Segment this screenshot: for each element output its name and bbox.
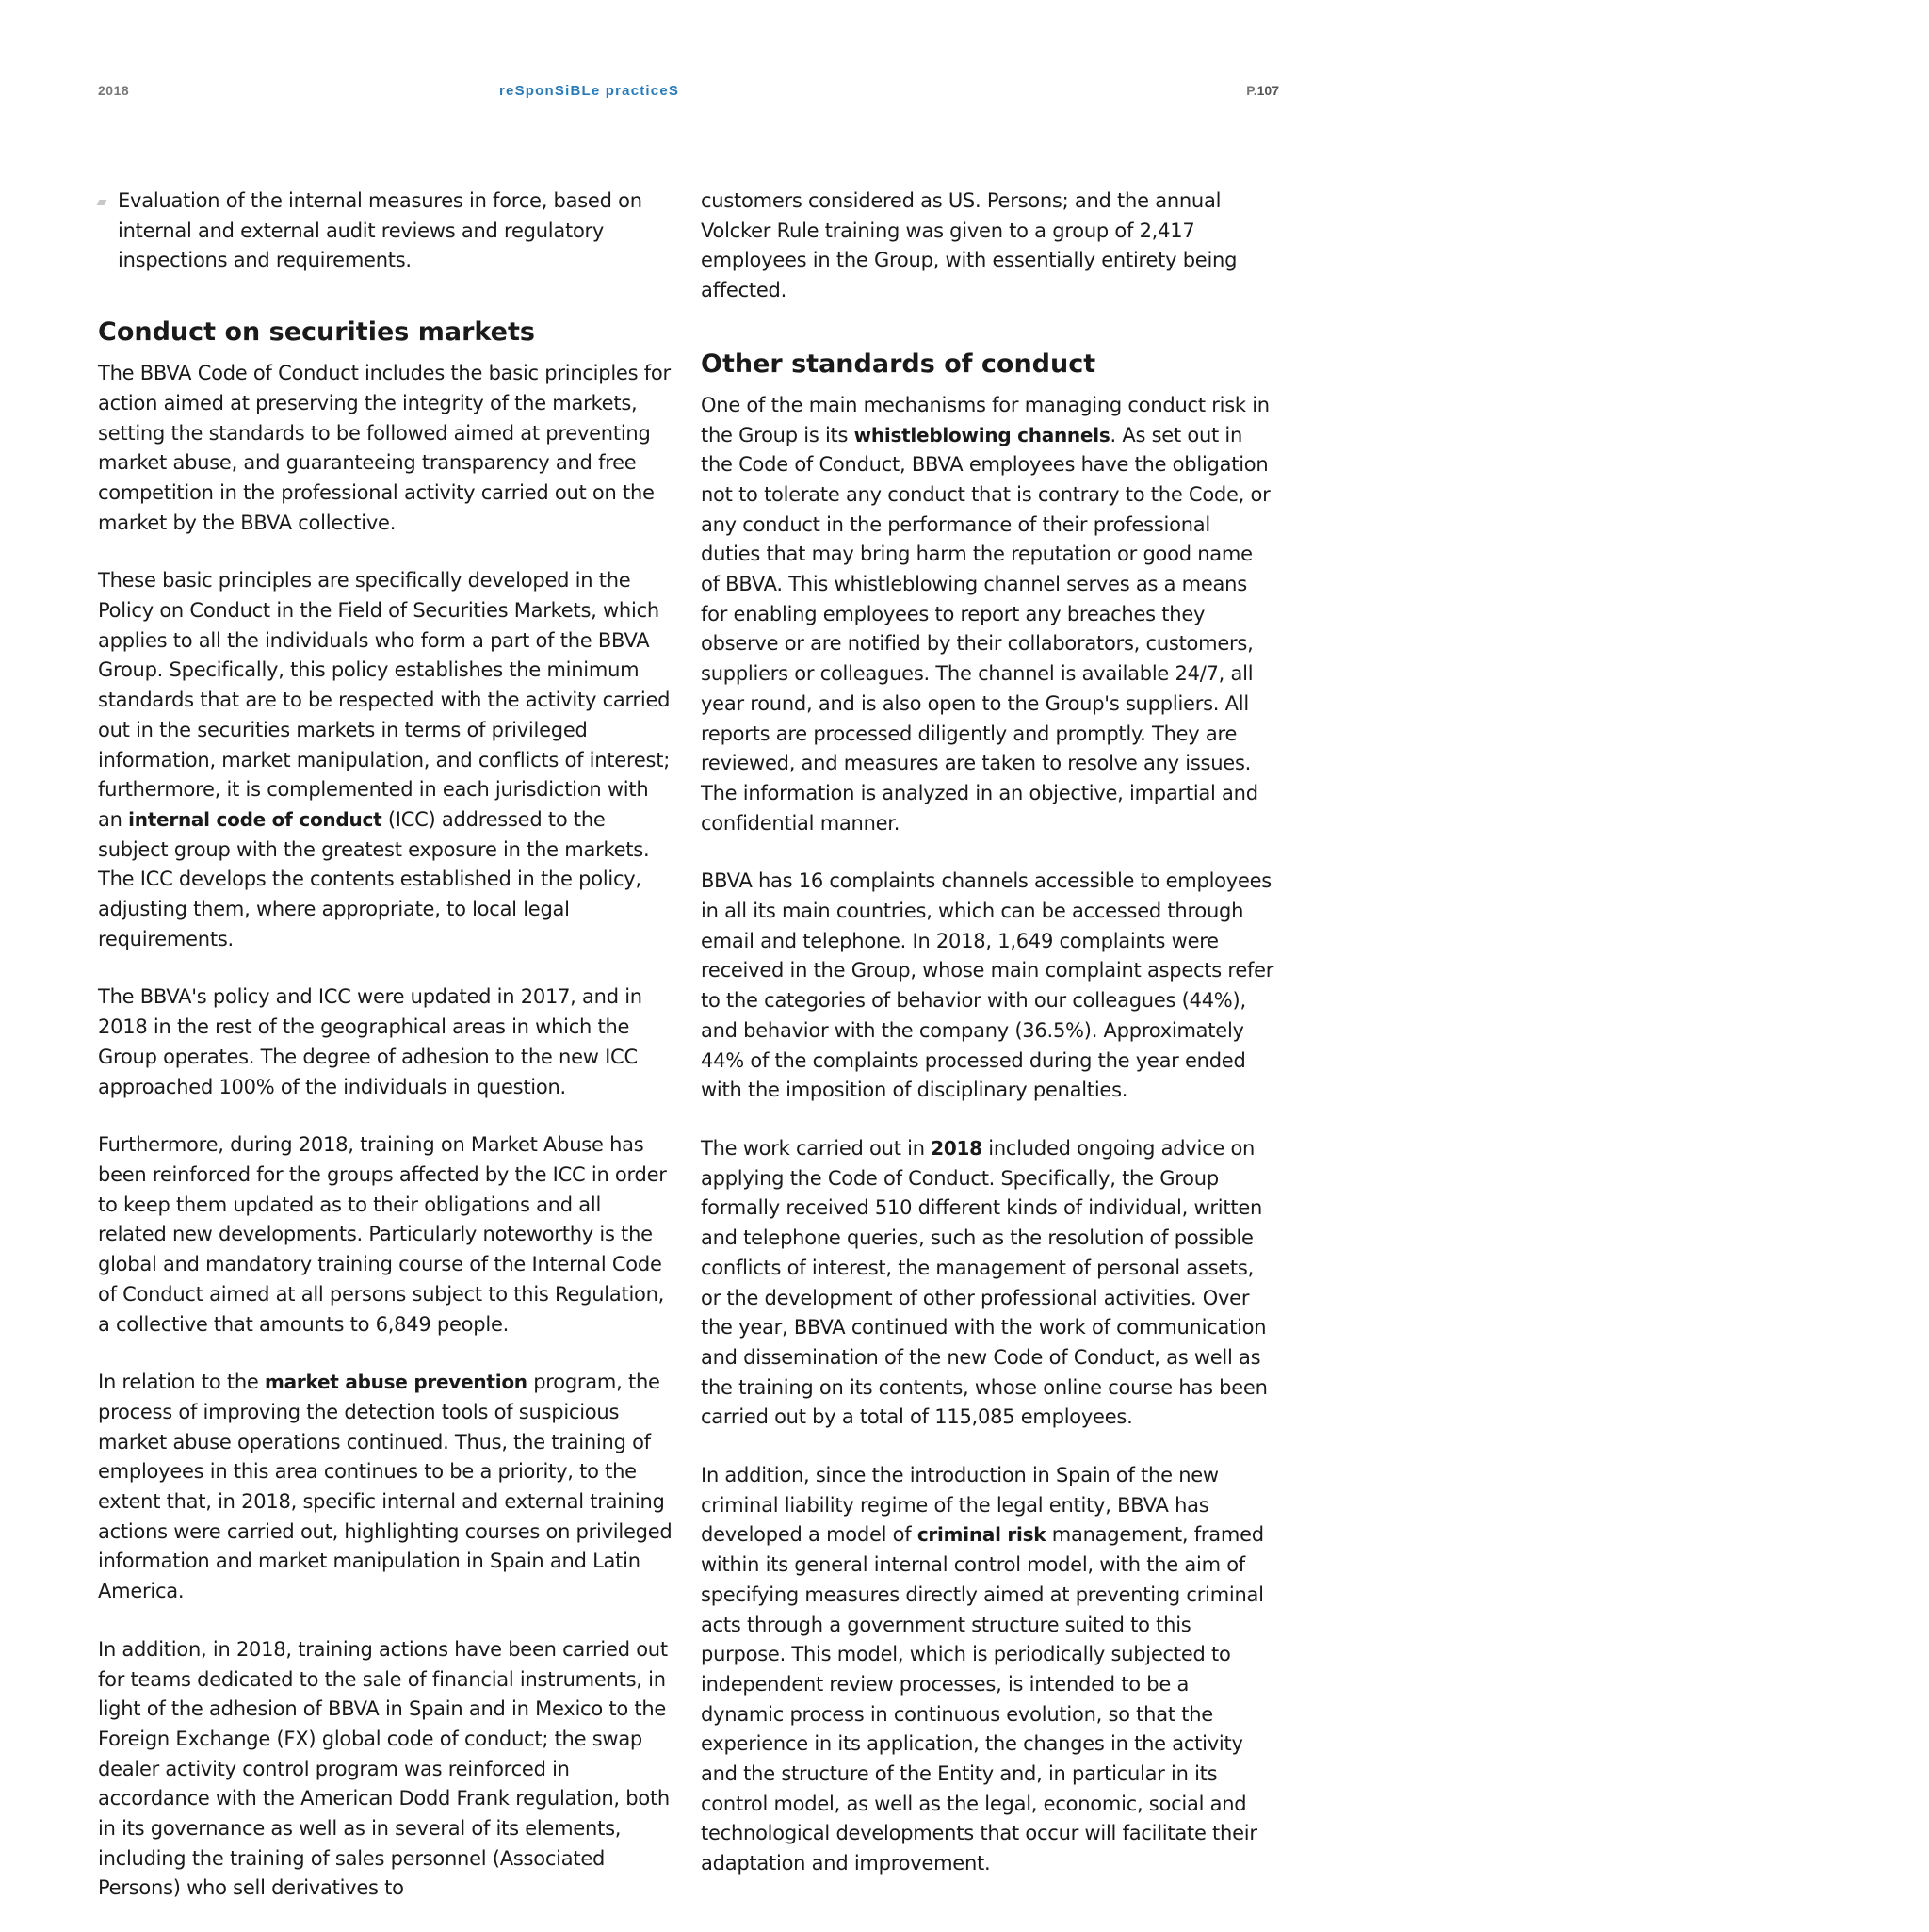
paragraph: [701, 1134, 1275, 1433]
left-column: [98, 187, 673, 1932]
bold-term-criminal-risk: criminal risk: [916, 1523, 1046, 1547]
bullet-item: [98, 187, 673, 276]
text-span: program, the process of improving the detection tools of suspicious market abuse operations continued. Thus, the training of employees in this area continues to be a priority, to the extent that, in 2018, specific internal and external training actions were carried out, highlighting courses on privileged information and market manipulation in Spain and Latin America.: [98, 1371, 673, 1603]
paragraph: BBVA has 16 complaints channels accessible to employees in all its main countries, which can be accessed through email and telephone. In 2018, 1,649 complaints were received in the Group, whose main complaint aspects refer to the categories of behavior with our colleagues (44%), and behavior with the company (36.5%). Approximately 44% of the complaints processed during the year ended with the imposition of disciplinary penalties.: [701, 869, 1274, 1102]
text-span: management, framed within its general internal control model, with the aim of specifying measures directly aimed at preventing criminal acts through a government structure suited to this purpose. This model, which is periodically subjected to independent review processes, is intended to be a dynamic process in continuous evolution, so that the experience in its application, the changes in the activity and the structure of the Entity and, in particular in its control model, as well as the legal, economic, social and technological developments that occur will facilitate their adaptation and improvement.: [701, 1523, 1264, 1875]
paragraph: [98, 566, 673, 954]
text-span: (ICC) addressed to the subject group with the greatest exposure in the markets. The ICC develops the contents established in the policy, adjusting them, where appropriate, to local legal requirements.: [98, 807, 650, 950]
bullet-text: Evaluation of the internal measures in force, based on internal and external audit reviews and regulatory inspections and requirements.: [118, 189, 642, 272]
paragraph: The BBVA Code of Conduct includes the basic principles for action aimed at preserving the integrity of the markets, setting the standards to be followed aimed at preventing market abuse, and guaranteeing transparency and free competition in the professional activity carried out on the market by the BBVA collective.: [98, 362, 671, 534]
page-header: [98, 83, 1281, 102]
page-prefix: P.: [1246, 83, 1257, 98]
bold-term-internal-code: internal code of conduct: [128, 807, 382, 831]
text-span: In relation to the: [98, 1371, 266, 1394]
text-span: The work carried out in: [701, 1136, 932, 1160]
paragraph: Furthermore, during 2018, training on Market Abuse has been reinforced for the groups affected by the ICC in order to keep them updated as to their obligations and all related new developments. Particularly noteworthy is the global and mandatory training course of the Internal Code of Conduct aimed at all persons subject to this Regulation, a collective that amounts to 6,849 people.: [98, 1133, 667, 1336]
header-section-title: reSponSiBLe practiceS: [499, 83, 680, 99]
paragraph: [701, 1461, 1275, 1879]
section-heading-other-standards: Other standards of conduct: [701, 349, 1096, 379]
page-number: 107: [1256, 83, 1279, 98]
paragraph: In addition, in 2018, training actions have been carried out for teams dedicated to the sale of financial instruments, in light of the adhesion of BBVA in Spain and in Mexico to the Foreign Exchange (FX) global code of conduct; the swap dealer activity control program was reinforced in accordance with the American Dodd Frank regulation, both in its governance as well as in several of its elements, including the training of sales personnel (Associated Persons) who sell derivatives to: [98, 1637, 670, 1900]
paragraph: customers considered as US. Persons; and the annual Volcker Rule training was given to a group of 2,417 employees in the Group, with essentially entirety being affected.: [701, 189, 1238, 302]
header-year: 2018: [98, 83, 130, 98]
text-span: These basic principles are specifically developed in the Policy on Conduct in the Field of Securities Markets, which applies to all the individuals who form a part of the BBVA Group. Specifically, this policy establishes the minimum standards that are to be respected with the activity carried out in the securities markets in terms of privileged information, market manipulation, and conflicts of interest; furthermore, it is complemented in each jurisdiction with an: [98, 569, 671, 831]
paragraph: The BBVA's policy and ICC were updated in 2017, and in 2018 in the rest of the geographical areas in which the Group operates. The degree of adhesion to the new ICC approached 100% of the individuals in question.: [98, 985, 642, 1098]
section-heading-securities-markets: Conduct on securities markets: [98, 317, 535, 348]
bold-term-2018: 2018: [931, 1136, 982, 1160]
text-span: One of the main mechanisms for managing conduct risk in the Group is its: [701, 393, 1270, 446]
paragraph: [701, 391, 1275, 839]
bold-term-market-abuse: market abuse prevention: [265, 1371, 527, 1394]
paragraph: [98, 1368, 673, 1607]
bullet-icon: [97, 200, 107, 205]
right-column: [701, 187, 1275, 1908]
bold-term-whistleblowing: whistleblowing channels: [853, 423, 1110, 446]
header-page-number: [1246, 83, 1279, 98]
text-span: In addition, since the introduction in Spain of the new criminal liability regime of the legal entity, BBVA has developed a model of: [701, 1464, 1219, 1547]
text-span: included ongoing advice on applying the Code of Conduct. Specifically, the Group formally received 510 different kinds of individual, written and telephone queries, such as the resolution of possible conflicts of interest, the management of personal assets, or the development of other professional activities. Over the year, BBVA continued with the work of communication and dissemination of the new Code of Conduct, as well as the training on its contents, whose online course has been carried out by a total of 115,085 employees.: [701, 1136, 1268, 1429]
text-span: . As set out in the Code of Conduct, BBVA employees have the obligation not to tolerate any conduct that is contrary to the Code, or any conduct in the performance of their professional duties that may bring harm the reputation or good name of BBVA. This whistleblowing channel serves as a means for enabling employees to report any breaches they observe or are notified by their collaborators, customers, suppliers or colleagues. The channel is available 24/7, all year round, and is also open to the Group's suppliers. All reports are processed diligently and promptly. They are reviewed, and measures are taken to resolve any issues. The information is analyzed in an objective, impartial and confidential manner.: [701, 423, 1271, 835]
